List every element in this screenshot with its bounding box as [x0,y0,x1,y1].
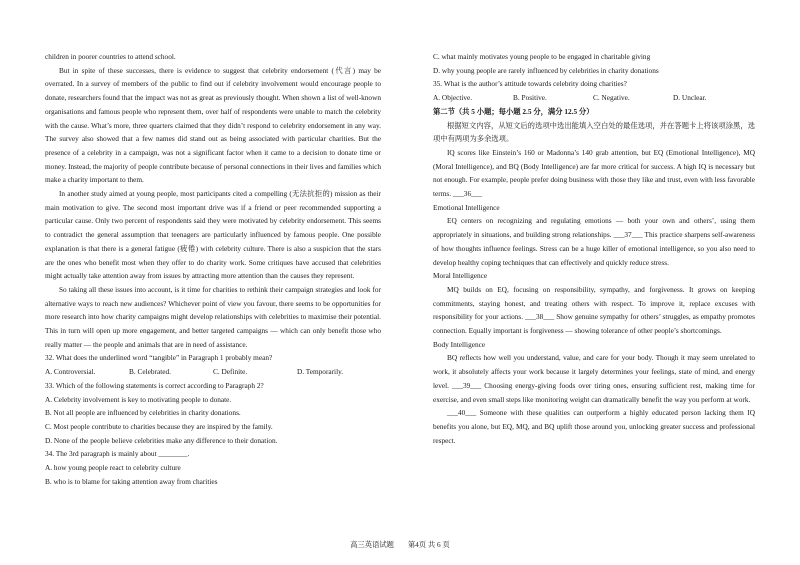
passage-paragraph-tail: children in poorer countries to attend school. [45,52,176,61]
q34-option-a: A. how young people react to celebrity culture [45,463,181,473]
q35-option-d: D. Unclear. [673,93,707,103]
q33-option-c: C. Most people contribute to charities because they are inspired by the family. [45,421,273,431]
q35-option-b: B. Positive. [513,93,547,103]
q32-option-d: D. Temporarily. [297,367,344,377]
q33-option-b: B. Not all people are influenced by celebrities in charity donations. [45,408,241,418]
footer-page-number: 第4页 共 6 页 [407,540,450,549]
q35-option-c: C. Negative. [593,93,630,103]
passage-paragraph-4: So taking all these issues into account, is it time for charities to rethink their campaign strategies and look for alternative ways to reach new audiences? Whichever point of view you favour, there seems to be opportunities for more research into how charity campaigns might develop relationships with celebrities to maximise their potential. This in turn will open up more engagement, and better targeted campaigns — which can only benefit those who really matter — the people and animals that are in need of assistance. [45,284,381,349]
cloze-intro: IQ scores like Einstein’s 160 or Madonna’s 140 grab attention, but EQ (Emotional Intelligence), MQ (Moral Intelligence), and BQ (Body Intelligence) are far more critical for success. A high IQ is necessary but not enough. For example, people prefer doing business with those they like and trust, even with less favorable terms. ___36___ [433,147,755,199]
question-34: 34. The 3rd paragraph is mainly about ________. [45,449,190,459]
q33-option-a: A. Celebrity involvement is key to motivating people to donate. [45,394,232,404]
question-35-options [433,91,755,105]
right-column [433,50,755,447]
section-instructions: 根据短文内容，从短文后的选项中选出能填入空白处的最佳选项，并在答题卡上将该项涂黑，选项中有两项为多余选项。 [433,120,755,144]
section-title: 第二节（共 5 小题；每小题 2.5 分，满分 12.5 分） [433,106,594,116]
left-column [45,50,381,489]
question-32-options [45,365,381,379]
passage-paragraph-3: In another study aimed at young people, most participants cited a compelling (无法抗拒的) mission as their main motivation to give. The second most important drive was if a friend or peer recommended supporting a particular cause. Only two percent of respondents said they were motivated by celebrity endorsement. This seems to contradict the general assumption that teenagers are particularly influenced by famous people. One possible explanation is that there is a general fatigue (疲倦) with celebrity culture. There is also a suspicion that the stars are the ones who benefit most when they offer to do charity work. Some critiques have accused that celebrities might actually take attention away from issues by attracting more attention than the causes they represent. [45,189,381,281]
closing-paragraph: ___40___ Someone with these qualities can outperform a highly educated person lacking them IQ benefits you alone, but EQ, MQ, and BQ uplift those around you, unlocking greater success and professional respect. [433,408,755,445]
passage-paragraph-2: But in spite of these successes, there is evidence to suggest that celebrity endorsement (代言) may be overrated. In a survey of members of the public to find out if celebrity involvement would encourage people to donate, researchers found that the impact was not as great as previously thought. When shown a list of well-known organisations and famous people who represent them, over half of respondents were unable to match the celebrity with the cause. What’s more, three quarters claimed that they didn’t respond to celebrity endorsement in any way. The survey also showed that a few names did stand out as being associated with particular charities. But the presence of a celebrity in a campaign, was not a significant factor when it came to a decision to donate time or money. Instead, the majority of people contribute because of personal connections in their lives and families which make a charity important to them. [45,65,381,185]
eq-paragraph: EQ centers on recognizing and regulating emotions — both your own and others’, using them appropriately in situations, and building strong relationships. ___37___ This practice sharpens self-awareness of how thoughts influence feelings. Stress can be a huge killer of emotional intelligence, so you also need to develop healthy coping techniques that can effectively and quickly reduce stress. [433,216,755,267]
question-35: 35. What is the author’s attitude towards celebrity doing charities? [433,79,627,89]
question-32: 32. What does the underlined word “tangible” in Paragraph 1 probably mean? [45,353,273,363]
bq-paragraph: BQ reflects how well you understand, value, and care for your body. Though it may seem unrelated to work, it absolutely affects your work because it largely determines your feelings, state of mind, and energy level. ___39___ Choosing energy-giving foods over tiring ones, ensuring sufficient rest, making time for exercise, and even small steps like monitoring weight can dramatically benefit the way you perform at work. [433,353,755,404]
q33-option-d: D. None of the people believe celebrities make any difference to their donation. [45,435,278,445]
q34-option-d: D. why young people are rarely influenced by celebrities in charity donations [433,65,659,75]
q34-option-b: B. who is to blame for taking attention away from charities [45,476,218,486]
question-33: 33. Which of the following statements is correct according to Paragraph 2? [45,380,264,390]
q32-option-a: A. Controversial. [45,367,96,377]
q32-option-b: B. Celebrated. [129,367,171,377]
mq-paragraph: MQ builds on EQ, focusing on responsibility, sympathy, and forgiveness. It grows on keeping commitments, staying honest, and treating others with respect. To improve it, replace excuses with responsibility for your actions. ___38___ Show genuine sympathy for others’ struggles, as empathy promotes connection. Equally important is forgiveness — showing tolerance of other people’s shortcomings. [433,284,755,336]
mq-heading: Moral Intelligence [433,271,488,281]
bq-heading: Body Intelligence [433,339,486,349]
q32-option-c: C. Definite. [213,367,248,377]
footer-subject: 高三英语试题 [350,540,394,549]
q35-option-a: A. Objective. [433,93,473,103]
eq-heading: Emotional Intelligence [433,202,500,212]
q34-option-c: C. what mainly motivates young people to be engaged in charitable giving [433,52,651,61]
page-footer [0,540,800,550]
